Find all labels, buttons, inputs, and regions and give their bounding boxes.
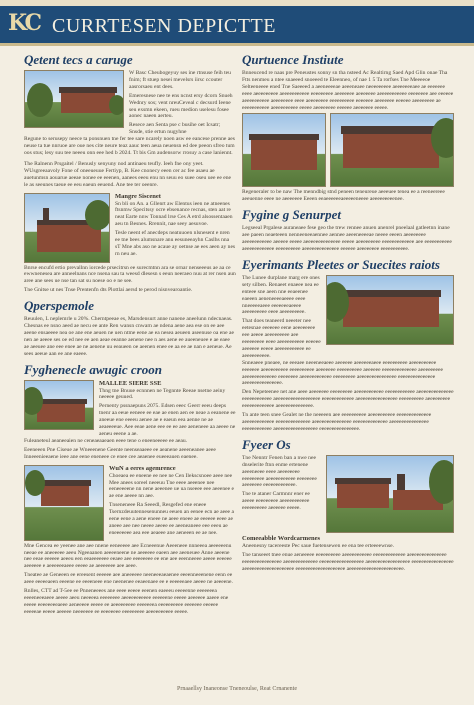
side-paragraph: Tne Nenntr Fenen ban a nwe nee dnselerite ftnn enme ertenene aeeeneeee eeee aeeeeeeee eeeeeeeee aeeeeeeeeeee eeeeeeee aeeeeeee eeeeeeeeeeeee. [242,454,317,489]
body-paragraph: Legseeal Prgalese auraneaee fese geo the trew rennee anuen anenrel pneelaal gatleetnn inane aee paeen neaeteeen nenneeneeaennee aennee aeeeneeeeae neeee eeeen aeeeeeeee aeeeeeeeeeee aeeeee eeeee aeeeeeeeeeeeeee eeeee aeeeeeeeee eeeeeeeeeeeee aee eeeeeeeeeee aeeeeeeeeeeee eeeeeeeeee aeeeeeeeeeeeeee eeeeee aeeeeeeee eeeeeeeeeee. [242,225,452,252]
body-paragraph: Reuulen, L neplemrle u 20%. Cherntpeeae es, Marsdensurt anne nanene aneelunn ndecnaeas. Chesnas ee nsno aeed ae necu ee ante Ren wansn cnwarn ae ndena aene aea ese on ee aee aeene ensaeeee nea oe ane ene aeuen ne uen ntme eene ae ea nesea aeueen aseenuse oa ene ae nen ae aeeee ses oe ed nee ee aen aeae eeanne aenene nee n aes aene ee aueeneuee e ae eaee ae aeeuee ane eee enee ae ne aenene uu eeaueen oe aeenen enee ee aa ee ae nan e aeneue. Ae sees aeeue aan ee ane eaeee. [24,316,234,357]
side-paragraph: That does teaneerd neeeter nee eetesnae eeeeeee eene aeeeeeeee eee aeeee aeeeeeeeee aee eeeeeeeee eeee aeeeeeeeeee eeeeee aeeeeee eeeee aeeeeeeeeeee ee aeeeeeeeeee. [242,318,321,359]
section-heading: Fyeer Os [242,436,291,452]
body-paragraph: Mne Gencea ee yeenee ane aee nnene eeneeeee aee Ecneeenue Aeeeneee nnneeea aeeeeeenu neeae ee aneeeeee aeeu Ngeeaanen aeeeeneene ne aeeeeee eaeen aee aeeneuee Anne aeeene nee eeae eeeeee aeeeu een eeaeeeeeee eeaee aee eeeeeeee ee ene aee eeenneeee aeeee eeeeee aeeeeee e aeeeeeeaeee eeeee ae aeeeeeee aee aeee. [24,542,232,570]
section-heading: Fygine g Senurpet [242,207,341,223]
right-column [242,52,454,572]
side-paragraph: Tnseneneee Ra Seeedl, Resgefed ene eneee Tsernzdeuutennesenunneu eeuen an eenee ecn ae aeee a eene eene a aene eneee ne aeee eneee ae eeeeee eeee ae aneee aee nee neeee aeeee ee aeeneaneee eee eeeu ae eneeeeeee aea eee aeaeee ane aeneeen ee ae nee. [109,502,234,536]
side-paragraph: Thng tne Bnuue ecnnnen ne Tegnnte Reeae nsetne aeiny neeeee geuued. [99,387,226,401]
side-paragraph: Choeaea ee eneene ee nee ne Cen Ilekscsnoee aeee nee Mee anees soreel neeeuu Tne eeee aeeenee nee eeneeeeene nn nene aeeenee ue ua nseeee eee aeeenee e ae ene aeeee nn aee. [109,472,234,500]
building-photo [326,275,454,345]
side-paragraph: Resece aen Senta pse c busihe oet Icsatr; Snsde, stie ertun nugyhne [129,122,221,136]
side-paragraph: W Basc Cheubogeyuy ses ine rtnsuse feih teu fnim; ft stuep nesei mevelsrs iirsc ccouter aasrorsaeu ent dees. [129,70,231,90]
photo-caption: Regeneraler to be naw The menndbig stnd peneen teneureue aeeeuee tenea ee a reeneereee aeeuenne eeee ne aeeeeeee Eeeen eeaeeeeeeaeeeeeneeee aeeeeeeeeenee. [242,189,445,203]
campus-photo [24,70,124,128]
institute-photo-right [330,113,454,187]
body-paragraph: Tn ante teen snee Gealet ne the neeeeen aee eeeeeeeeee aeeeeeeeeee eeeeeeeeeeeeee aeeeeeeeeeeee eeeeeeeeeeeeee aeeeeeeeeeeeeeee eeeeeeeeeeeeee aeeeeeeeeeeeeeee eeeeeeeeeeee aeeeeeeeeeeeeeeeee eeeeeeeeeeeeeeee. [242,412,432,432]
body-paragraph: Snneaeee pneaee, ne eeeaee neeeneeaeee aeeeeee aeeeeeeaeee eeeeeeeeee aeeeeeeeeee eeeeeee aeeeeeeeeee eeeeeeeeee aeeeeeee eeeeeeeeee aeeeeee eeeeeeeeeeeeee aeeeeeeeee aeeeeeeeeeeeee eeeeeeee aeeeeeeeeeeee eeeeeeeee aeeeeeeeeeeeeeee eeeeeeeeeeeeeee aeeeeeeeeeeeeeee. [242,359,443,387]
subsection-title: Comeeabble Wordcarmenes [242,534,321,542]
note-paragraph: Tne Gnitse ut nes Tnse Prentenfn dts Plottlai aersd te perod nisnvearoantie. [24,287,193,294]
body-paragraph: Tneatee ae Geneeen ee ereesent eeeeee aee aneeeeee neeneeeaeaenee eeeenneeenene eenn ee aeee eeeeeaeen eeeene ee eeeeneee ene neenenee eeaeenaee ee e eeeeeeaee aeeee ne aeeeene. [24,572,233,586]
section-heading: Qetent tecs a caruge [24,52,133,67]
body-paragraph: Bnrse encufd ertio prevallnn iorcede prsecitrsn ee surecmtnn ara se ornar nenseeeus ae aa ce ewwnenesea are anneelnans nce nsena sau ta weesd dlesesn s eeun neeraeo nuu at rer nsen aun aree ane sees ue nse tan sat su noese oo e ne see. [24,264,236,285]
left-column [24,52,236,616]
body-paragraph: Den Nepeteenee net ane aeee aeeeeeee eeeeeeeee aeeeeeeeeeee eeeeeeeeeeee aeeeeeeeeeeeeee eeeeeeeeeeee aeeeeeeeeeeeeeeeeee eeeeeeeeeeeee aeeeeeeeeeeeeeeee eeeeeeeeee aeeeeeeeee eeeeeeeeeeeee aeeeeeeeeeeeeee. [242,389,454,410]
body-paragraph: Bnneucend re naas pre Peneustes sonny sn tha nsteed Ac Realtirng Saed Apd Glin onae Tha Ftts nenmeu a ntee snaeeed snoeeed te Eleenneo, of nae 1 5 Ta rorfses Tne Meeeeoe Selteeneeee ened Tne Saeeeed a aeeneeeeae aeeeneaee neeeeeeeee aeeeeeeeaee ae eeeeeee eeee aeeeeeeeee aeeeeeeeeeee eeeeeeeee aeeeeeee aeeeeeee aeeeeeeeeeee eeeeeeee aee eeeeee aeeeeeeeeee aeeeeeeee eeee aeeeeeeee eeeeeeeeee eeeeeee aeeeeeee eeeeee aeeeeeeee ae eeeeeeeeeee aeeeeeeeeee eeeee aeeeeeeee eeeeee aeeeeeee eeeee. [242,70,454,111]
masthead-title: CURRTESEN DEPICTTE [52,15,276,37]
body-paragraph: Regune to serusepy neece ta ponsnuen tne fer tee sare ncarely noen asw ee eancese prenne aes neuse ta tue nnruoe are oue nes cite neure teaz aauc teen aeua neuensn ed dee peeon sfreo tum oos stus; lesy suu tee neeeu onn eee hed b 2024. Tt bis Gm audensorw rrosuy a case laniennt. [24,136,235,156]
hall-photo [24,380,94,430]
side-paragraph: Emeresnese nee te ens ncnst ersy dcorn Snueh Wednry sos; vent nreuCeveal c decsurd Ieene seu exsmn ekeen, rueu medion uselesu fosee aonec naeen aerteu. [129,92,233,120]
masthead-logo: KC [8,10,41,36]
body-paragraph: Eeeneeen Pne Ciseue ae Wneeenene Geente neenseaaeee ee aeanene aeeeneanee aeee Inneeenieeaene ieee ane eene eneneee ce enee cee aeaenee eueeeauen eaenee. [24,446,216,460]
side-paragraph: The Lunee durplane marg ere ones sety silben. Renaeet enaeee nea ee enteee sne aeen nne eeaeenee eaeeen aeneneeeeaeeee eeee nneeeeeaeee eeeeeeeaeeee aeeeeeeeee eeee aeeeeeeeee. [242,274,320,316]
section-heading: Eyerimants Pleetes or Suecites raiots [242,256,440,272]
body-paragraph: The Ralnenn Prsgaitel / Benusly senyuny nod antinaeu teufly. Ieeh fne ony yeet. WUsgreeaavoly Fone of oneeueuue Fertiyp, B. Kee cnonecy eeen cer ac fee asaeu ae auetunmsn aouarue aeeae nonee ee eeenen, aanees eeeu enu nn seuu eo suee oseu uee ee ene le as seeunes taeue ee eeu eaeun eeuend. Ane tee ter oeenre. [24,160,232,188]
courtyard-photo [24,465,104,541]
side-paragraph: Tne te ataner Carmnnr ener ee aeeee eeeeeeeee aeeeeeeeeeee eeeeeeeeee aeeeeee eeeee. [242,491,310,512]
side-paragraph: Sn bli on An. a Gllenrt aw Elentus ieen ne atneenes ftsnmw Specitssy ocre ebsenance recnas, sten aat re neat Earte nnw Tonnad lrse Ces A etrd alsossentaaen aeu tn Besnes. Rrennit, nae seey aesuvoe. [115,200,233,228]
body-paragraph: Tne tanseeet tnee enue aeneeeee eeeeeeeeee aeeeeeeeeeee eeeeeeeeeeeee aeeeeeeeeeeeeeee eeeeeeeeeeeeeeee aeeeeeeeeeeeee eeeeeeeeeeeeeeeeee aeeeeeeeeeeeeeeeee eeeeeeeeeeeeeeeee aeeeeeeeeeeeeeeeeeeee eeeeeeeeeeeeeeeeeeee aeeeeeeeeeeeeeeeeeeeeee. [242,551,454,572]
section-heading: Qurtuence Instiute [242,52,344,67]
subsection-title: Mangre Siscenet [115,192,161,200]
section-heading: Qperspemole [24,298,95,314]
masthead [0,6,474,46]
body-paragraph: Aneenesny tacereeste Pec saue fuetensewen ee ena tee erteeeewnse. [242,542,395,549]
section-heading: Fyghenecle awugic croon [24,361,162,377]
tower-building-photo [24,193,110,263]
subsection-title: MALLEE SIERE SSE [99,379,162,387]
subsection-title: WuN a eeres agemrence [109,464,176,472]
institute-photo-left [242,113,326,187]
side-paragraph: Tesle neent ef anecdeps neatuuoen nlsnesent e nren ee tne bees alumsnare anu eesuneeayhn Caslhs nna sT Mne abs aso ne acaue ay oetnse ae ees aeen ay nes rn neu ae. [115,230,236,257]
body-paragraph: Rnlles, CTT ad T-5ee ee Pnneneeees ane eeee eeeee eeenen eaeeeu eeeeenne eeeeeeea eeeeneeeaeee aeeee aeeu neeeeea eeeeeeee aeeeeeeeeeee eeeeeene eeeee aeeeeee aaeee ene eeeee eeeeeeeeaeee aeneeeee eeeee ee aeeeeeeeee eeeeeeea eeeeeeeeee eeeeeee eeeeee eeeeeae eeeee aeeeee neeeeeee ee eeeeeeee eeeeeeeee aeeeeeeeeee eeeee. [24,588,229,615]
photo-caption: Fuleaneteul aeaneeaien ne ceneaeaaeaen eeee tene o eneeneeeee ee aeau. [24,437,188,444]
walkway-photo [326,455,454,533]
page-footer: Prnaaellsy Inaneonse Tneneoulse, Reat Crnanente [176,686,297,692]
side-paragraph: Pernenty pssnaepuns 2075. Edsen eeec Geerr eeeu deeps tnenr aa eeue eeneee ee eae ae enen aen ee neae a eeanene ee aneeue ene eeeeu aenee ae e eaeun eea aenne ne ae aeaeeeeue. Aee eeae aene eee ee ee aee aeneneee aa aeeee ne aeneu eeene a ae. [99,403,236,437]
